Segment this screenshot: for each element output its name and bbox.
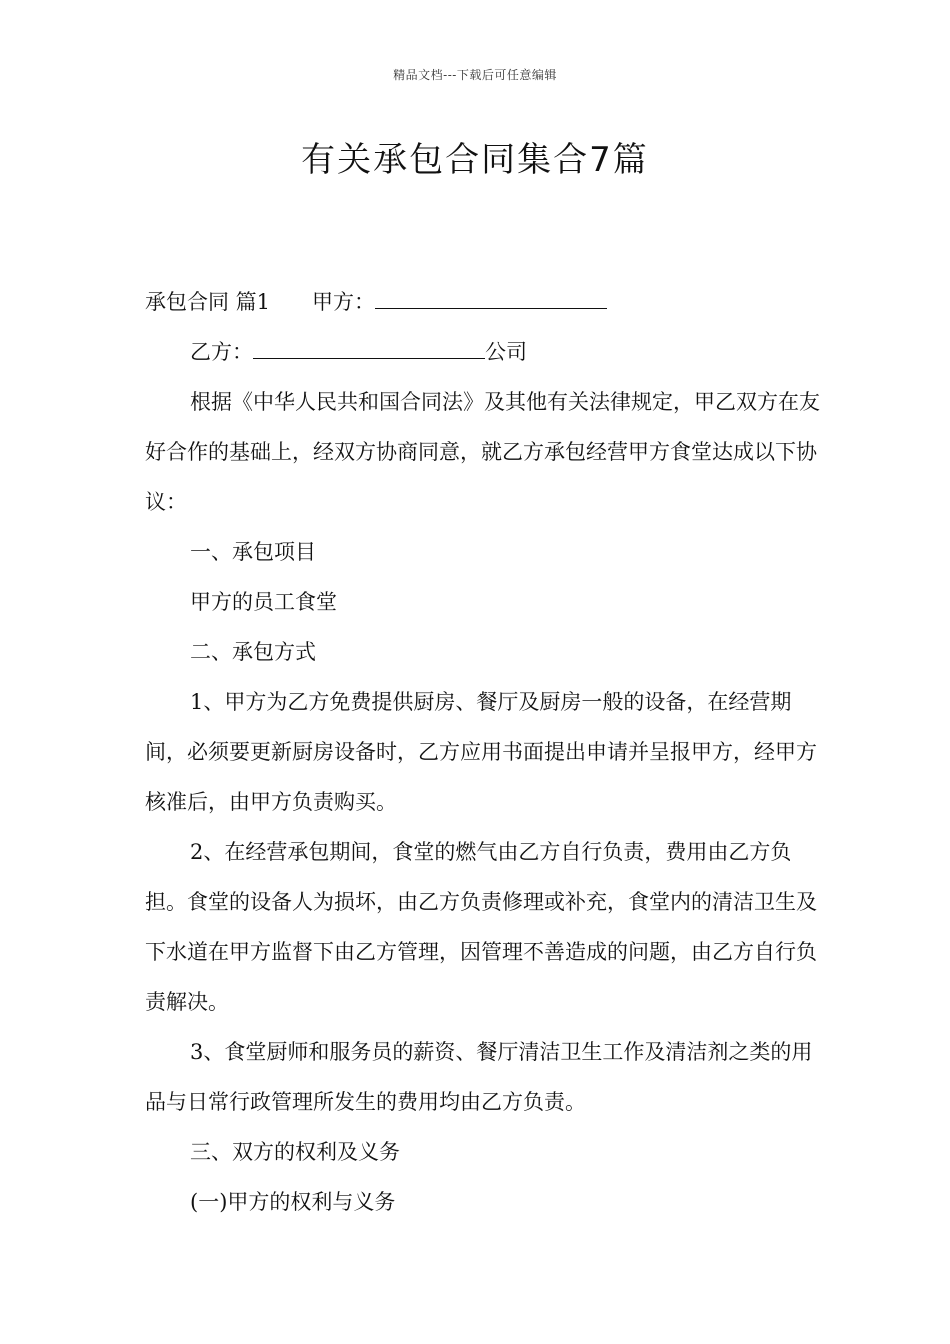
party-a-blank xyxy=(375,280,607,309)
paragraph-clause-3: 3、食堂厨师和服务员的薪资、餐厅清洁卫生工作及清洁剂之类的用品与日常行政管理所发生的费用均由乙方负责。 xyxy=(145,1040,813,1114)
heading-contract-item: 一、承包项目 xyxy=(190,540,316,564)
section-label: 承包合同 篇1 xyxy=(145,290,271,314)
party-b-label: 乙方： xyxy=(190,340,253,364)
party-b-blank xyxy=(253,330,485,359)
section-heading-line xyxy=(145,277,820,327)
document-body xyxy=(145,277,820,1227)
party-a-label: 甲方： xyxy=(312,290,376,314)
document-title: 有关承包合同集合7篇 xyxy=(301,140,649,180)
paragraph-contract-item: 甲方的员工食堂 xyxy=(190,590,337,614)
paragraph-clause-2: 2、在经营承包期间，食堂的燃气由乙方自行负责，费用由乙方负担。食堂的设备人为损坏，由乙方负责修理或补充，食堂内的清洁卫生及下水道在甲方监督下由乙方管理，因管理不善造成的问题，由乙方自行负责解决。 xyxy=(145,840,817,1014)
paragraph-clause-1: 1、甲方为乙方免费提供厨房、餐厅及厨房一般的设备，在经营期间，必须要更新厨房设备时，乙方应用书面提出申请并呈报甲方，经甲方核准后，由甲方负责购买。 xyxy=(145,690,817,814)
header-note: 精品文档---下载后可任意编辑 xyxy=(393,68,557,82)
heading-contract-method: 二、承包方式 xyxy=(190,640,316,664)
party-b-suffix: 公司 xyxy=(485,340,527,364)
party-b-line xyxy=(145,327,820,377)
heading-rights-obligations: 三、双方的权利及义务 xyxy=(190,1140,400,1164)
subheading-party-a-rights: (一)甲方的权利与义务 xyxy=(190,1190,396,1214)
paragraph-preamble: 根据《中华人民共和国合同法》及其他有关法律规定，甲乙双方在友好合作的基础上，经双方协商同意，就乙方承包经营甲方食堂达成以下协议： xyxy=(145,390,820,514)
